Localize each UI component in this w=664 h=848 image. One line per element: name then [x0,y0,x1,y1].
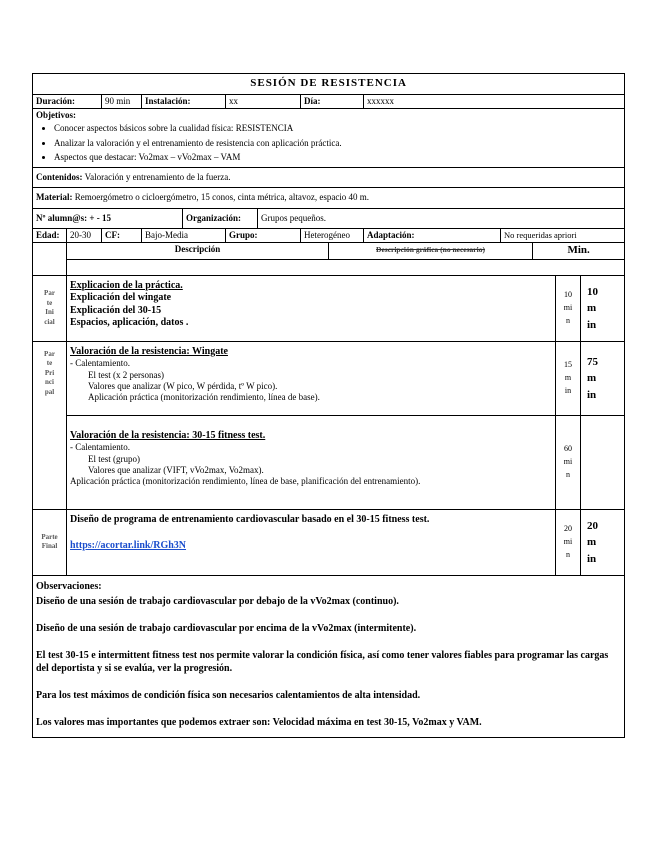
observacion-paragraph: Diseño de una sesión de trabajo cardiovascular por encima de la vVo2max (intermitente). [36,622,417,634]
min-line: 10 [564,290,572,300]
adaptacion-value: No requeridas apriori [501,228,625,242]
grupo-label: Grupo: [226,228,301,242]
total-line: 10 [587,285,598,298]
min-line: m [564,372,572,382]
session-sheet [32,73,624,738]
cf-label: CF: [102,228,142,242]
desc-line: Aplicación práctica (monitorización rendimiento, línea de base, planificación del entrenamiento). [70,476,421,486]
part-label-line: te [46,298,53,307]
material-cell [33,188,625,208]
min-line: in [564,385,572,395]
part-label-line: nci [45,378,54,387]
min-header: Min. [533,243,625,260]
part-label-line: pal [44,387,55,396]
min-line: 60 [564,444,572,454]
observacion-paragraph: Diseño de una sesión de trabajo cardiovascular por debajo de la vVo2max (continuo). [36,595,399,607]
total-min-cell [581,275,625,341]
list-item: • Conocer aspectos básicos sobre la cualidad física: RESISTENCIA [54,123,621,134]
part-label-principal [33,341,67,509]
min-cell [556,341,581,415]
part-desc-principal-1 [67,341,556,415]
objetivos-label: Objetivos: [36,110,76,120]
desc-line: Explicación del wingate [70,292,172,304]
adaptacion-label: Adaptación: [364,228,501,242]
blank-cell [33,259,67,275]
part-row-principal-1 [33,341,625,415]
min-cell [556,509,581,575]
desc-title: Diseño de programa de entrenamiento cardiovascular basado en el 30-15 fitness test. [70,513,430,525]
part-label-line: Pri [44,368,55,377]
min-line: mi [563,536,573,546]
instalacion-label: Instalación: [142,94,226,108]
total-line: m [587,536,597,548]
total-line: in [587,388,597,401]
desc-title: Valoración de la resistencia: Wingate [70,345,228,357]
total-line: in [587,318,597,331]
dia-label: Día: [301,94,364,108]
material-label: Material: [36,192,73,203]
blank-cell [67,259,625,275]
total-line: m [587,372,597,384]
part-label-line: Par [44,349,55,358]
duracion-value: 90 min [102,94,142,108]
min-line: 20 [564,524,572,534]
observaciones-label: Observaciones: [36,580,102,592]
part-label-line: Parte [41,532,58,541]
organizacion-label: Organización: [183,208,258,228]
observaciones-cell [33,575,625,737]
desc-line: Valores que analizar (VIFT, vVo2max, Vo2max). [88,464,264,475]
min-line: mi [563,302,573,312]
part-label-final [33,509,67,575]
part-desc-inicial [67,275,556,341]
program-link[interactable]: https://acortar.link/RGh3N [70,540,187,552]
contenidos-label: Contenidos: [36,172,83,182]
descripcion-header: Descripción [67,243,329,260]
desc-line: Aplicación práctica (monitorización rendimiento, línea de base). [88,392,320,402]
part-label-line: Par [44,289,55,298]
total-min-cell [581,509,625,575]
observacion-paragraph: Para los test máximos de condición física son necesarios calentamientos de alta intensidad. [36,689,421,701]
desc-line: - Calentamiento. [70,442,130,453]
part-row-principal-2 [33,415,625,509]
part-label-line: cial [44,317,55,326]
desc-title: Valoración de la resistencia: 30-15 fitness test. [70,429,266,441]
edad-label: Edad: [33,228,67,242]
desc-line: - Calentamiento. [70,358,130,369]
material-value: Remoergómetro o cicloergómetro, 15 conos, cinta métrica, altavoz, espacio 40 m. [74,192,370,203]
organizacion-value: Grupos pequeños. [258,208,625,228]
min-cell [556,275,581,341]
min-line: n [566,549,570,559]
session-table [32,73,625,738]
alumnos-label: Nº alumn@s: + - 15 [33,208,183,228]
total-line: 20 [587,519,598,532]
total-line: in [587,552,597,565]
grupo-value: Heterogéneo [301,228,364,242]
min-line: 15 [564,360,572,370]
cf-value: Bajo-Media [142,228,226,242]
header-row [33,94,625,108]
contenidos-value: Valoración y entrenamiento de la fuerza. [84,172,231,182]
part-label-line: Ini [45,308,54,317]
page-title: SESIÓN DE RESISTENCIA [33,74,625,95]
total-line: 75 [587,355,598,368]
part-desc-final [67,509,556,575]
part-row-inicial [33,275,625,341]
desc-line: El test (x 2 personas) [88,369,164,380]
total-line: m [587,302,597,314]
list-item: • Analizar la valoración y el entrenamiento de resistencia con aplicación práctica. [54,138,621,149]
total-min-cell [581,341,625,415]
duracion-label: Duración: [33,94,102,108]
observacion-paragraph: Los valores mas importantes que podemos extraer son: Velocidad máxima en test 30-15, Vo2max y VAM. [36,716,482,728]
part-label-inicial [33,275,67,341]
min-line: n [566,469,570,479]
objetivos-cell [33,109,625,168]
part-label-line: te [46,359,53,368]
instalacion-value: xx [226,94,301,108]
desc-line: Explicacion de la práctica. [70,279,183,291]
part-desc-principal-2 [67,415,556,509]
desc-line: Espacios, aplicación, datos . [70,317,189,329]
part-label-line: Final [41,542,58,551]
edad-value: 20-30 [67,228,102,242]
dia-value: xxxxxx [364,94,625,108]
grafica-header [329,243,533,260]
blank-cell [581,415,625,509]
desc-line: Explicación del 30-15 [70,304,162,316]
contenidos-cell [33,168,625,188]
list-item: • Aspectos que destacar: Vo2max – vVo2max – VAM [54,152,621,163]
min-cell [556,415,581,509]
observacion-paragraph: El test 30-15 e intermittent fitness test nos permite valorar la condición física, así como tener valores fiables para programar las cargas del deportista y si se evalúa, ver la progresión. [36,649,609,674]
desc-line: Valores que analizar (W pico, W pérdida, tº W pico). [88,380,278,391]
objetivos-list [54,123,621,163]
grafica-header-text: Descripción gráfica (no necesario) [376,245,485,254]
blank-cell [33,243,67,260]
min-line: n [566,315,570,325]
part-row-final [33,509,625,575]
min-line: mi [563,456,573,466]
desc-line: El test (grupo) [88,453,140,464]
